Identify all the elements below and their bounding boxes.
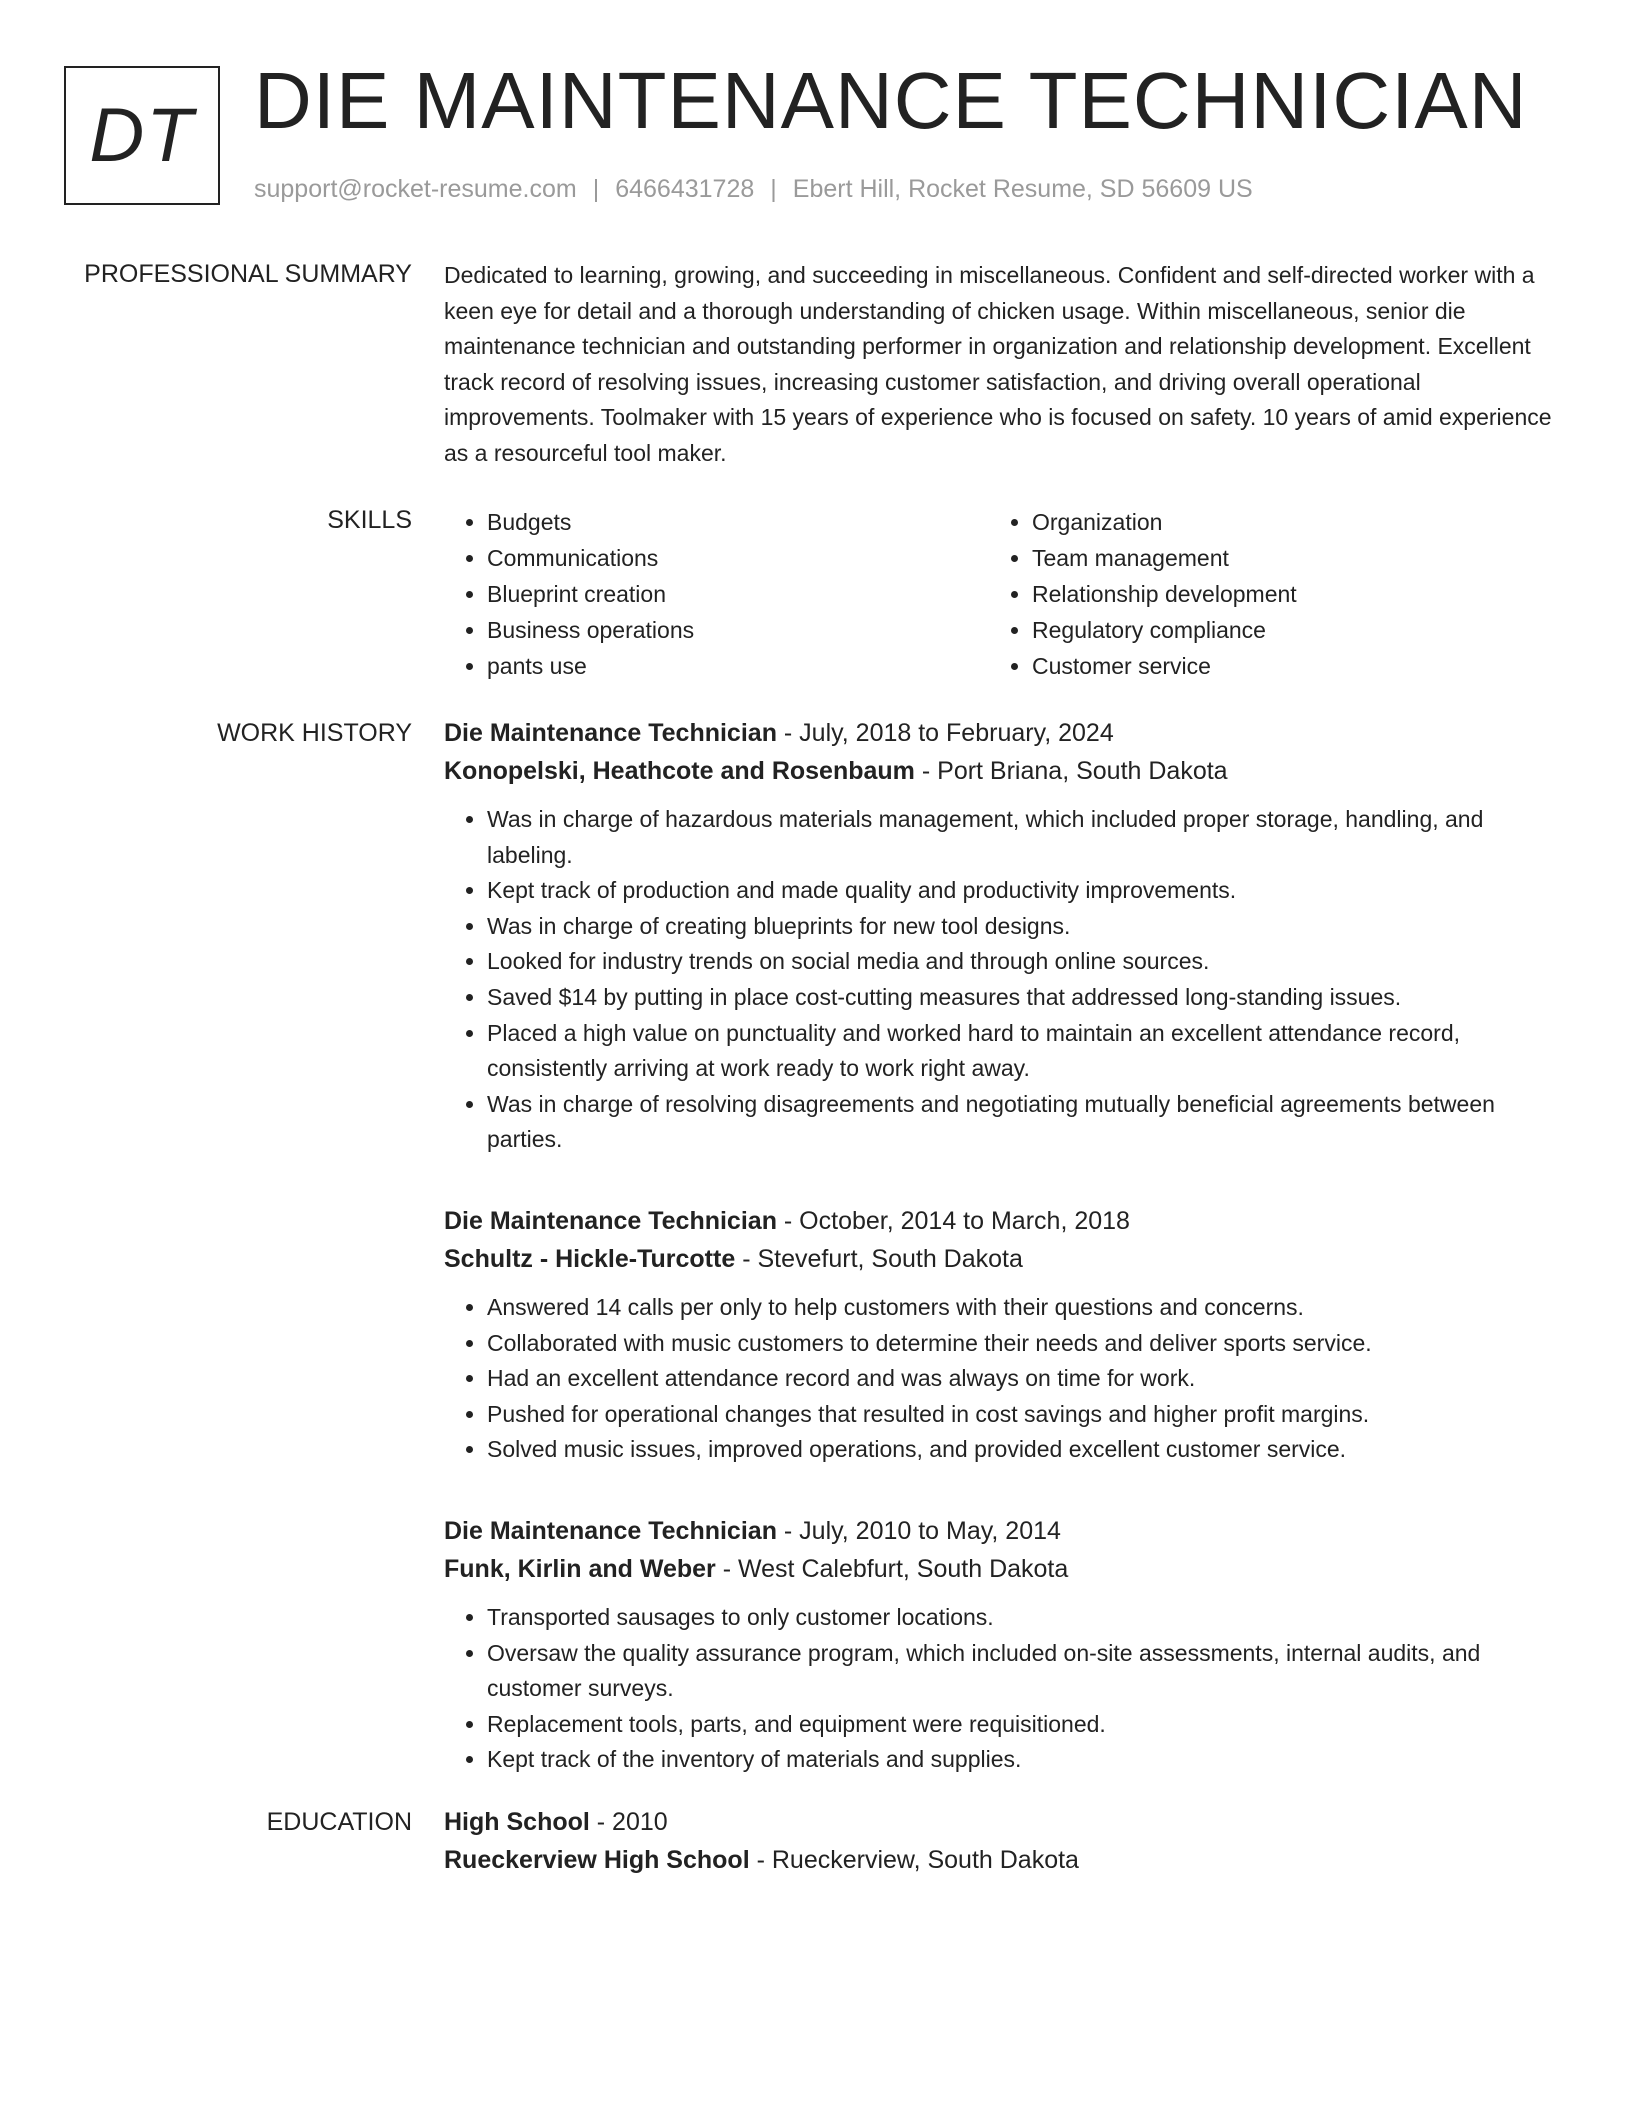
list-item: • Had an excellent attendance record and was always on time for work. [487, 1361, 1554, 1397]
job-location: - Port Briana, South Dakota [914, 757, 1228, 785]
company-name: Funk, Kirlin and Weber [444, 1554, 716, 1583]
skill-item: • Regulatory compliance [1032, 612, 1534, 648]
monogram: DT [64, 66, 220, 205]
skill-item: • Business operations [487, 612, 989, 648]
job-company-line [444, 1240, 1554, 1278]
skill-item: • Blueprint creation [487, 576, 989, 612]
job-bullets [444, 802, 1554, 1158]
skill-item: • Organization [1032, 504, 1534, 540]
skill-item: • Communications [487, 540, 989, 576]
list-item: • Was in charge of resolving disagreements and negotiating mutually beneficial agreements between parties. [487, 1087, 1554, 1158]
list-item: • Collaborated with music customers to determine their needs and deliver sports service. [487, 1326, 1554, 1362]
section-label-summary: PROFESSIONAL SUMMARY [84, 260, 412, 288]
job-title-line [444, 1512, 1554, 1550]
address: Ebert Hill, Rocket Resume, SD 56609 US [792, 175, 1253, 203]
school-name: Rueckerview High School [444, 1846, 750, 1874]
list-item: • Looked for industry trends on social media and through online sources. [487, 944, 1554, 980]
email: support@rocket-resume.com [254, 175, 577, 203]
degree-line [444, 1803, 1554, 1841]
list-item: • Answered 14 calls per only to help customers with their questions and concerns. [487, 1290, 1554, 1326]
contact-line [254, 174, 1253, 204]
job-dates: - July, 2018 to February, 2024 [776, 719, 1114, 747]
list-item: • Pushed for operational changes that resulted in cost savings and higher profit margins. [487, 1397, 1554, 1433]
section-label-education: EDUCATION [266, 1808, 412, 1836]
phone: 6466431728 [615, 175, 755, 203]
job-location: - Stevefurt, South Dakota [735, 1244, 1023, 1273]
page-title: DIE MAINTENANCE TECHNICIAN [254, 56, 1528, 145]
list-item: • Was in charge of creating blueprints for new tool designs. [487, 909, 1554, 945]
job-title: Die Maintenance Technician [444, 719, 777, 747]
job-bullets [444, 1600, 1554, 1778]
job-title-line [444, 1202, 1554, 1240]
list-item: • Kept track of the inventory of materials and supplies. [487, 1742, 1554, 1778]
list-item: • Oversaw the quality assurance program, which included on-site assessments, internal audits, and customer surveys. [487, 1636, 1554, 1707]
job-entry [444, 1202, 1554, 1468]
school-location: - Rueckerview, South Dakota [749, 1846, 1079, 1874]
separator: | [592, 175, 600, 203]
list-item: • Placed a high value on punctuality and worked hard to maintain an excellent attendance record, consistently arriving at work ready to work right away. [487, 1016, 1554, 1087]
job-title: Die Maintenance Technician [444, 1516, 777, 1545]
section-label-skills: SKILLS [327, 506, 412, 534]
skill-item: • Team management [1032, 540, 1534, 576]
skill-item: • pants use [487, 648, 989, 684]
job-company-line [444, 1550, 1554, 1588]
job-title-line [444, 714, 1554, 752]
degree: High School [444, 1808, 590, 1836]
summary-text: Dedicated to learning, growing, and succeeding in miscellaneous. Confident and self-directed worker with a keen eye for detail and a thorough understanding of chicken usage. Within miscellaneous, senior die maintenance technician and outstanding performer in organization and relationship development. Excellent track record of resolving issues, increasing customer satisfaction, and driving overall operational improvements. Toolmaker with 15 years of experience who is focused on safety. 10 years of amid experience as a resourceful tool maker. [444, 262, 1552, 466]
school-line [444, 1841, 1554, 1879]
job-dates: - October, 2014 to March, 2018 [776, 1206, 1130, 1235]
company-name: Schultz - Hickle-Turcotte [444, 1244, 736, 1273]
list-item: • Transported sausages to only customer locations. [487, 1600, 1554, 1636]
job-bullets [444, 1290, 1554, 1468]
list-item: • Saved $14 by putting in place cost-cutting measures that addressed long-standing issues. [487, 980, 1554, 1016]
list-item: • Kept track of production and made quality and productivity improvements. [487, 873, 1554, 909]
list-item: • Replacement tools, parts, and equipment were requisitioned. [487, 1707, 1554, 1743]
job-entry [444, 1512, 1554, 1778]
skills-list-left [444, 504, 989, 684]
graduation-year: - 2010 [589, 1808, 668, 1836]
skills-list-right [989, 504, 1534, 684]
skill-item: • Customer service [1032, 648, 1534, 684]
job-title: Die Maintenance Technician [444, 1206, 777, 1235]
separator: | [770, 175, 777, 203]
skill-item: • Budgets [487, 504, 989, 540]
list-item: • Was in charge of hazardous materials management, which included proper storage, handling, and labeling. [487, 802, 1554, 873]
section-label-work: WORK HISTORY [217, 719, 412, 747]
job-company-line [444, 752, 1554, 790]
job-dates: - July, 2010 to May, 2014 [776, 1516, 1061, 1545]
job-location: - West Calebfurt, South Dakota [715, 1554, 1069, 1583]
job-entry [444, 714, 1554, 1158]
company-name: Konopelski, Heathcote and Rosenbaum [444, 757, 915, 785]
skill-item: • Relationship development [1032, 576, 1534, 612]
list-item: • Solved music issues, improved operations, and provided excellent customer service. [487, 1432, 1554, 1468]
